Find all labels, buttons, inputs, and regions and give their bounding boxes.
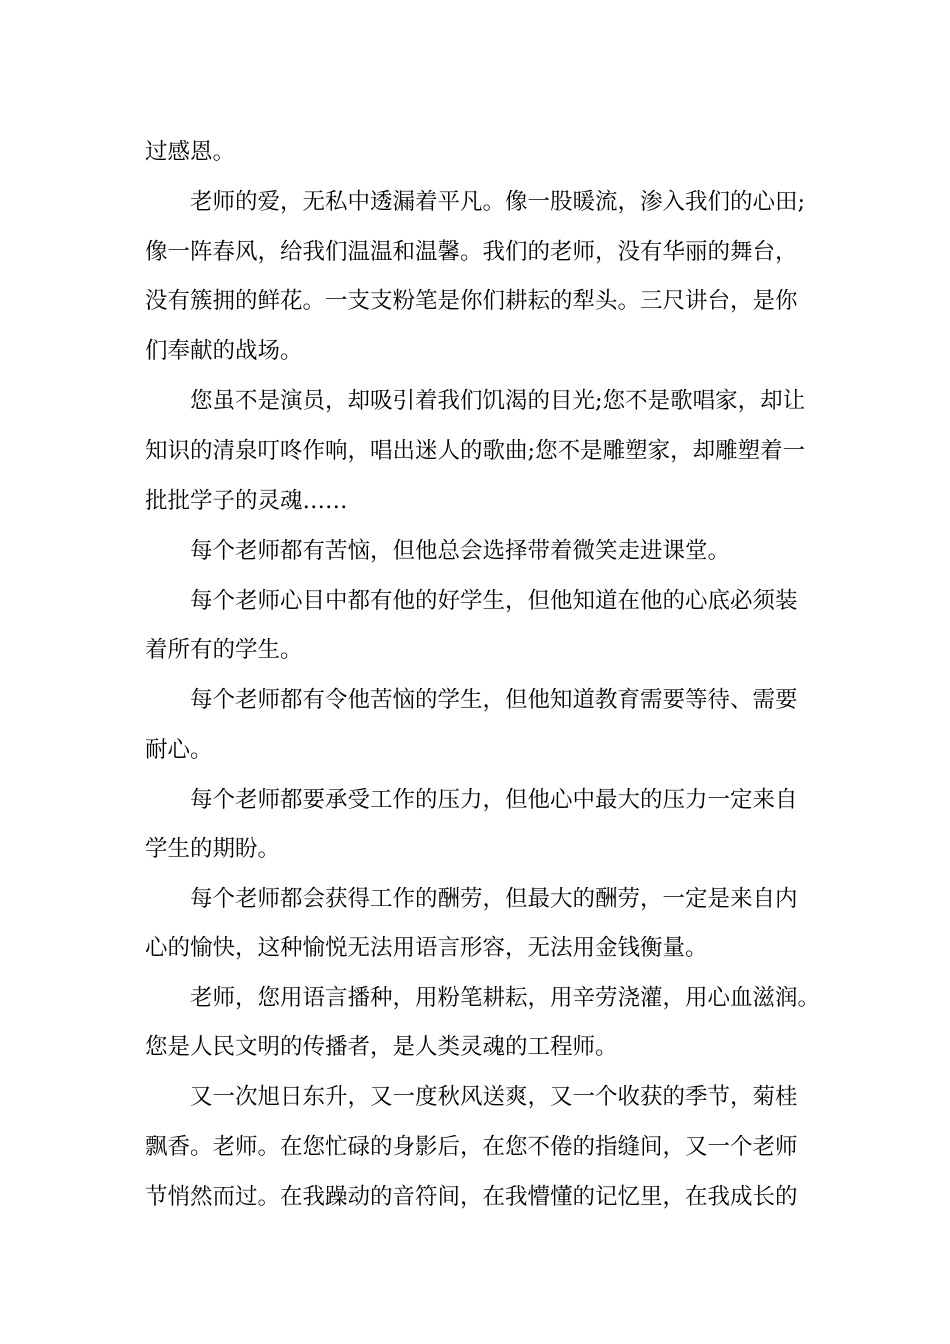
- text-line: 们奉献的战场。: [145, 338, 303, 364]
- text-line: 每个老师都有令他苦恼的学生，但他知道教育需要等待、需要: [190, 687, 798, 713]
- text-line: 每个老师都要承受工作的压力，但他心中最大的压力一定来自: [190, 787, 798, 813]
- text-line: 老师的爱，无私中透漏着平凡。像一股暖流，渗入我们的心田;: [190, 189, 806, 215]
- text-line: 着所有的学生。: [145, 637, 303, 663]
- text-line: 每个老师都有苦恼，但他总会选择带着微笑走进课堂。: [190, 538, 731, 564]
- text-line: 心的愉快，这种愉悦无法用语言形容，无法用金钱衡量。: [145, 935, 708, 961]
- text-line: 学生的期盼。: [145, 836, 281, 862]
- text-line: 又一次旭日东升，又一度秋风送爽，又一个收获的季节，菊桂: [190, 1084, 798, 1110]
- text-line: 过感恩。: [145, 139, 236, 165]
- text-line: 您虽不是演员，却吸引着我们饥渴的目光;您不是歌唱家，却让: [190, 388, 806, 414]
- text-line: 每个老师都会获得工作的酬劳，但最大的酬劳，一定是来自内: [190, 886, 798, 912]
- text-line: 像一阵春风，给我们温温和温馨。我们的老师，没有华丽的舞台，: [145, 239, 798, 265]
- text-line: 批批学子的灵魂……: [145, 488, 348, 514]
- text-line: 飘香。老师。在您忙碌的身影后，在您不倦的指缝间，又一个老师: [145, 1134, 798, 1160]
- text-line: 知识的清泉叮咚作响，唱出迷人的歌曲;您不是雕塑家，却雕塑着一: [145, 438, 806, 464]
- text-line: 每个老师心目中都有他的好学生，但他知道在他的心底必须装: [190, 588, 798, 614]
- text-line: 老师，您用语言播种，用粉笔耕耘，用辛劳浇灌，用心血滋润。: [190, 985, 821, 1011]
- text-line: 您是人民文明的传播者，是人类灵魂的工程师。: [145, 1034, 618, 1060]
- text-line: 节悄然而过。在我躁动的音符间，在我懵懂的记忆里，在我成长的: [145, 1184, 798, 1210]
- text-line: 没有簇拥的鲜花。一支支粉笔是你们耕耘的犁头。三尺讲台，是你: [145, 288, 798, 314]
- text-line: 耐心。: [145, 737, 213, 763]
